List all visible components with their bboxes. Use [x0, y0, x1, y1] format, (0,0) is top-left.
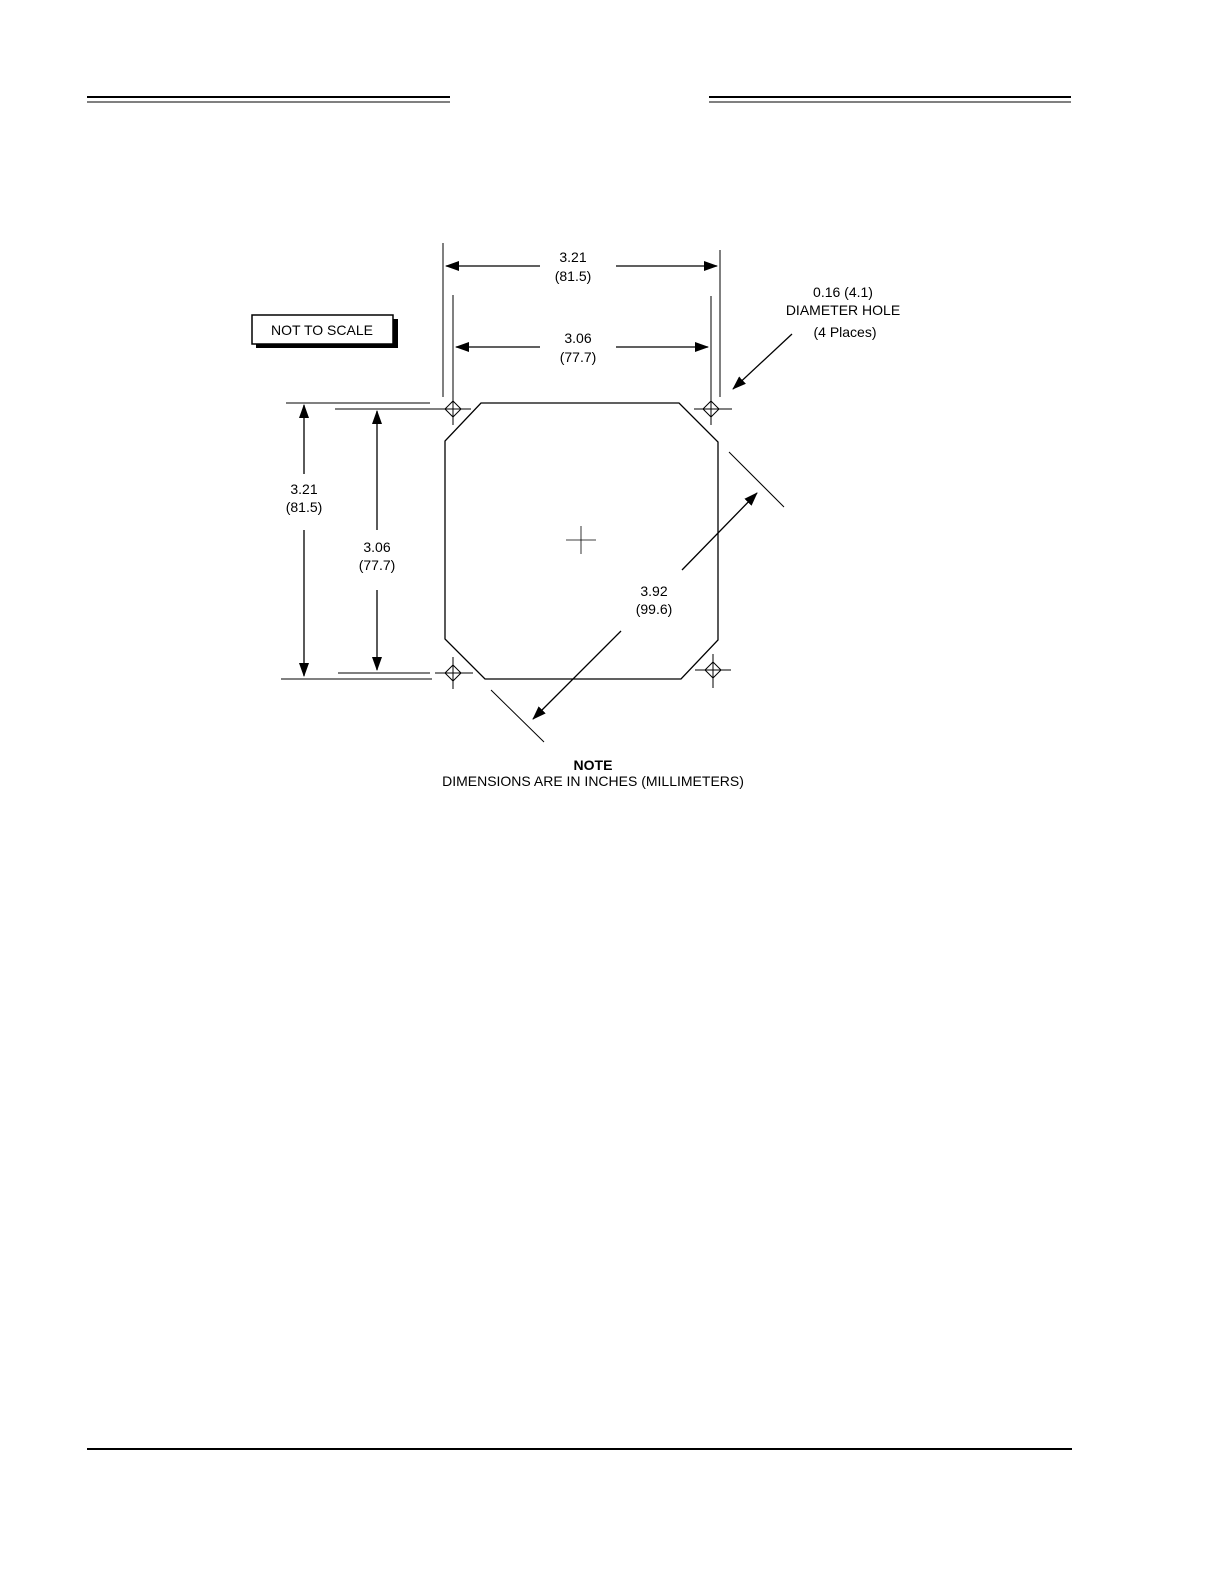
dim-top-outer-inches: 3.21: [559, 249, 587, 265]
dim-diagonal: [491, 452, 784, 742]
dim-diagonal-mm: (99.6): [635, 601, 673, 617]
note-title: NOTE: [573, 757, 613, 773]
not-to-scale-label: NOT TO SCALE: [271, 322, 373, 338]
hole-size-label: 0.16 (4.1): [813, 284, 873, 300]
dim-left-outer: [286, 405, 323, 676]
dim-top-inner-mm: (77.7): [559, 349, 597, 365]
header-rule-right: [709, 97, 1071, 102]
hole-count-label: (4 Places): [813, 324, 877, 340]
center-mark: [566, 526, 596, 554]
note-text: DIMENSIONS ARE IN INCHES (MILLIMETERS): [442, 773, 744, 789]
dim-left-inner-inches: 3.06: [363, 539, 391, 555]
not-to-scale-badge: [252, 315, 398, 348]
hole-callout: [733, 284, 900, 389]
dim-left-outer-inches: 3.21: [290, 481, 318, 497]
dim-left-outer-mm: (81.5): [285, 499, 323, 515]
dim-left-inner: [359, 411, 396, 670]
dim-top-inner: [456, 330, 708, 365]
hole-desc-label: DIAMETER HOLE: [785, 302, 901, 318]
dimensions-note: [442, 757, 744, 789]
mounting-hole-top-right: [694, 393, 732, 425]
header-rule-left: [87, 97, 450, 102]
dim-top-inner-inches: 3.06: [564, 330, 592, 346]
dim-diagonal-inches: 3.92: [640, 583, 668, 599]
cutout-outline: [445, 403, 718, 679]
dim-top-outer: [446, 249, 717, 284]
dim-top-outer-mm: (81.5): [554, 268, 592, 284]
dim-left-inner-mm: (77.7): [358, 557, 396, 573]
